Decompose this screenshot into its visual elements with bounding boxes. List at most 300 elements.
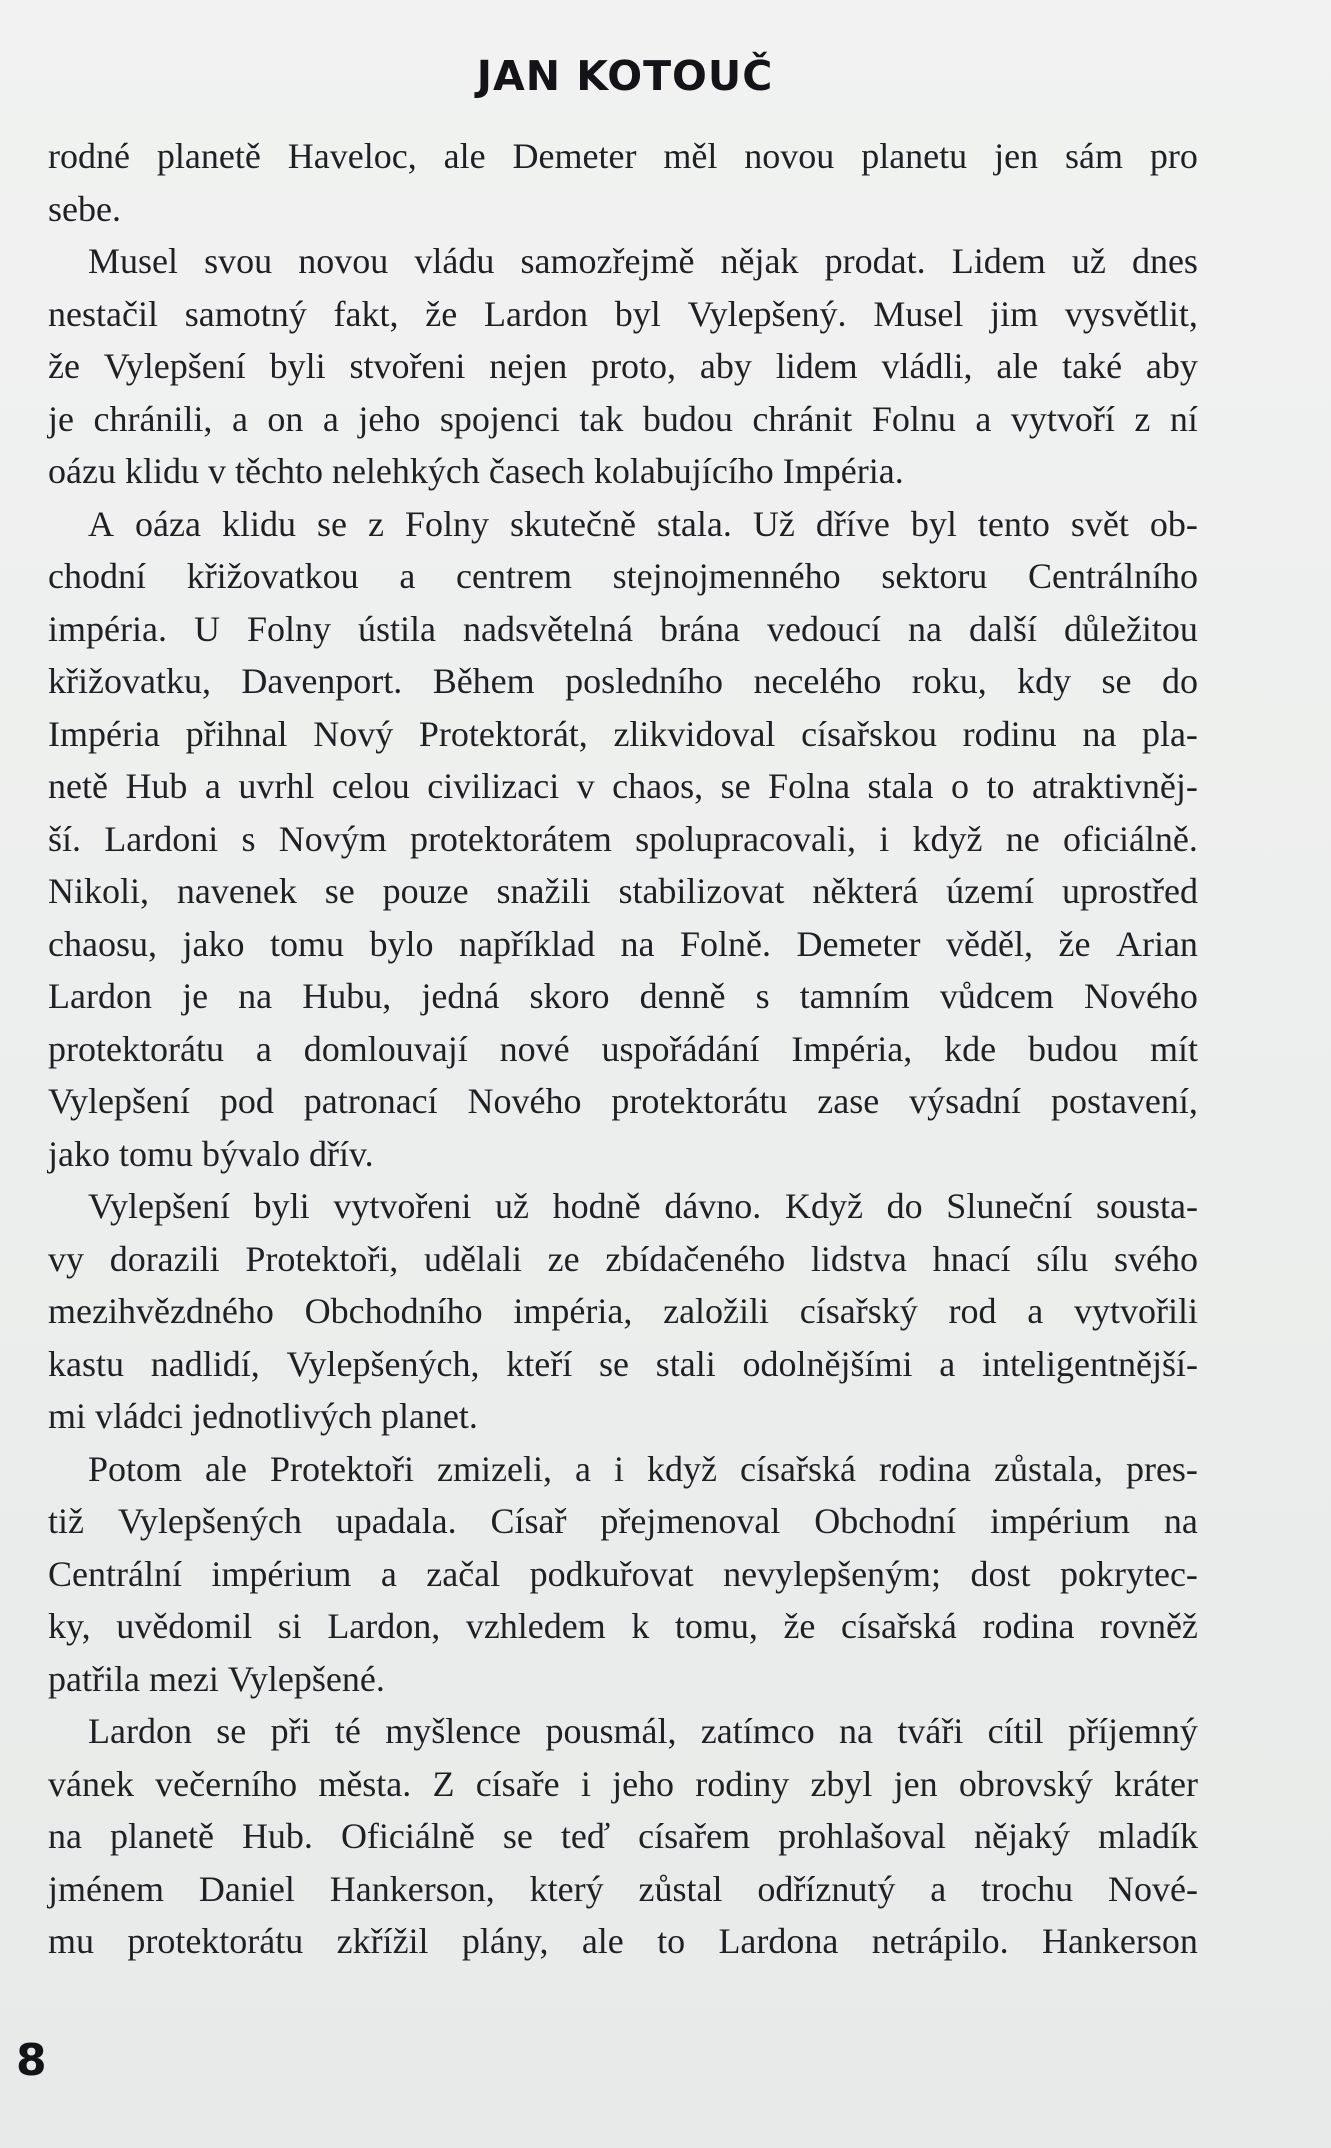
word: svět [1070, 503, 1129, 544]
word: hodně [552, 1186, 641, 1226]
word: a [204, 766, 221, 806]
word: časech [488, 451, 585, 491]
text-line [48, 288, 1198, 341]
text-line [48, 865, 1198, 918]
word: Hankerson, [329, 1868, 495, 1909]
word: denně [639, 976, 726, 1016]
word: sebe. [48, 188, 121, 229]
word: císařská [840, 1606, 957, 1646]
word: spolupracovali, [635, 818, 857, 859]
word: s [755, 976, 770, 1016]
word: protektorátem [409, 818, 612, 859]
word: se [720, 766, 751, 806]
text-line [48, 183, 1198, 236]
word: že [783, 1606, 816, 1646]
word: klidu [124, 451, 199, 491]
word: na [907, 608, 942, 649]
word: sám [1065, 136, 1123, 176]
word: zůstala, [993, 1448, 1103, 1489]
word: tiž [48, 1501, 84, 1541]
text-line [48, 1233, 1198, 1286]
word: a [930, 1868, 947, 1909]
word: Impéria, [791, 1028, 913, 1069]
word: i [614, 1448, 625, 1489]
word: odříznutý [757, 1868, 896, 1909]
word: navenek [176, 871, 297, 911]
word: hnací [932, 1238, 1011, 1279]
word: ale [996, 346, 1039, 386]
word: už [1071, 241, 1106, 281]
word: i [879, 818, 890, 859]
word: byli [269, 346, 326, 386]
word: vládci [95, 1396, 183, 1436]
word: chránili, [93, 398, 213, 439]
word: ze [547, 1238, 580, 1279]
page-number: 8 [16, 2035, 47, 2086]
text-line [48, 445, 1198, 498]
word: nové [499, 1028, 570, 1069]
word: impérium [211, 1553, 352, 1594]
word: pousmál, [545, 1711, 677, 1751]
word: skoro [529, 976, 610, 1016]
word: ústila [358, 608, 437, 649]
word: kastu [48, 1343, 124, 1384]
word: s [241, 818, 256, 859]
word: na [839, 1711, 874, 1751]
word: Lidem [951, 241, 1046, 281]
text-line [48, 130, 1198, 183]
word: kráter [1114, 1763, 1198, 1804]
word: Impéria. [782, 451, 904, 491]
word: Už [752, 503, 795, 544]
word: věděl, [946, 923, 1033, 964]
text-line [48, 1443, 1198, 1496]
word: Protektoři [270, 1448, 415, 1489]
word: patronací [303, 1081, 438, 1121]
word: protektorátu [127, 1921, 304, 1961]
word: Lardon, [327, 1606, 441, 1646]
word: budou [642, 398, 733, 439]
word: mi [48, 1396, 87, 1436]
word: také [1062, 346, 1123, 386]
word: zkřížil [336, 1921, 429, 1961]
word: upadala. [335, 1501, 457, 1541]
word: snažili [496, 871, 591, 911]
word: z [1134, 398, 1151, 439]
text-line [48, 1075, 1198, 1128]
word: například [459, 923, 595, 964]
word: dnes [1131, 241, 1198, 281]
word: při [270, 1711, 311, 1751]
word: že [48, 346, 80, 386]
word: mít [1149, 1028, 1198, 1069]
word: Novým [278, 818, 387, 859]
word: klidu [221, 503, 296, 544]
word: ky, [48, 1606, 91, 1646]
word: uprostřed [1062, 871, 1198, 911]
word: Vylepšení [48, 1081, 190, 1121]
word: Hankerson [1041, 1921, 1198, 1961]
word: dávno. [664, 1186, 762, 1226]
word: rodina [879, 1448, 971, 1489]
word: Nového [467, 1081, 582, 1121]
text-line [48, 1600, 1198, 1653]
word: on [267, 398, 304, 439]
word: A [88, 503, 114, 544]
word: Nový [313, 713, 394, 754]
word: uvrhl [238, 766, 315, 806]
word: tomu, [674, 1606, 758, 1646]
word: vedoucí [766, 608, 881, 649]
word: nadlidí, [150, 1343, 260, 1384]
word: pro [1149, 136, 1198, 176]
word: brána [660, 608, 740, 649]
word: z [367, 503, 384, 544]
word: vytvořeni [333, 1186, 472, 1226]
word: císařskou [801, 713, 938, 754]
word: stabilizovat [618, 871, 785, 911]
word: prodat. [824, 241, 926, 281]
word: výsadní [909, 1081, 1022, 1121]
word: se [216, 1711, 247, 1751]
word: císaře [475, 1763, 560, 1804]
word: Když [784, 1186, 863, 1226]
body-text [48, 130, 1198, 1968]
word: budou [1028, 1028, 1119, 1069]
word: oáza [135, 503, 201, 544]
word: aby [1145, 346, 1198, 386]
word: protektorátu [48, 1028, 224, 1069]
word: Centrální [48, 1553, 182, 1594]
text-line [48, 918, 1198, 971]
text-line [48, 603, 1198, 656]
word: rovněž [1099, 1606, 1198, 1646]
word: Lardon [484, 293, 588, 334]
word: jen [994, 136, 1039, 176]
word: ob- [1149, 503, 1198, 544]
word: zůstal [638, 1868, 723, 1909]
text-line [48, 1705, 1198, 1758]
word: ale [443, 136, 486, 176]
word: vy [48, 1238, 84, 1279]
word: té [334, 1711, 361, 1751]
word: na [1163, 1501, 1198, 1541]
word: spojenci [439, 398, 560, 439]
word: Nikoli, [48, 871, 150, 911]
word: pla- [1141, 713, 1198, 754]
word: se [324, 871, 355, 911]
word: zatímco [700, 1711, 815, 1751]
word: U [193, 608, 220, 649]
word: nějaký [974, 1816, 1071, 1856]
text-line [48, 498, 1198, 551]
text-line [48, 813, 1198, 866]
word: a [575, 1448, 591, 1489]
word: skutečně [509, 503, 636, 544]
word: tomu [118, 1133, 193, 1174]
text-line [48, 393, 1198, 446]
word: rodina [982, 1606, 1075, 1646]
word: Folny [404, 503, 489, 544]
word: byli [253, 1186, 310, 1226]
word: Potom [88, 1448, 183, 1489]
word: nějak [720, 241, 799, 281]
word: byl [910, 503, 957, 544]
word: zase [817, 1081, 880, 1121]
word: města. [318, 1763, 412, 1804]
word: Folna [768, 766, 851, 806]
word: k [631, 1606, 650, 1646]
word: jako [48, 1133, 110, 1174]
word: Nového [1083, 976, 1198, 1016]
text-line [48, 1653, 1198, 1706]
word: se [316, 503, 347, 544]
word: v [207, 451, 226, 491]
text-line [48, 760, 1198, 813]
word: pokrytec- [1059, 1553, 1198, 1594]
word: odolnějšími [742, 1343, 913, 1384]
word: a [975, 398, 992, 439]
word: Haveloc, [287, 136, 417, 176]
word: impéria. [48, 608, 167, 649]
word: Hub [125, 766, 188, 806]
text-line [48, 655, 1198, 708]
word: tváři [897, 1711, 964, 1751]
word: vládu [414, 241, 495, 281]
word: dříve [815, 503, 890, 544]
word: Demeter [796, 923, 921, 964]
word: udělali [424, 1238, 522, 1279]
word: přejmenoval [600, 1501, 781, 1541]
word: mezi [148, 1658, 219, 1699]
word: svého [1113, 1238, 1198, 1279]
word: rodiny [695, 1763, 790, 1804]
word: se [599, 1343, 629, 1384]
word: celou [331, 766, 410, 806]
word: to [657, 1921, 686, 1961]
text-line [48, 1128, 1198, 1181]
word: Sluneční [946, 1186, 1073, 1226]
word: už [495, 1186, 529, 1226]
word: vánek [48, 1763, 134, 1804]
text-line [48, 1390, 1198, 1443]
word: zlikvidoval [613, 713, 776, 754]
word: večerního [155, 1763, 298, 1804]
word: tomu [269, 923, 344, 964]
word: Protektorát, [418, 713, 588, 754]
word: Centrálního [1028, 556, 1198, 596]
word: vzhledem [465, 1606, 606, 1646]
word: kteří [506, 1343, 573, 1384]
word: samotný [184, 293, 307, 334]
word: Vylepšených [117, 1501, 302, 1541]
word: pod [219, 1081, 274, 1121]
word: nevylepšeným; [723, 1553, 942, 1594]
word: císařský [799, 1291, 918, 1331]
word: důležitou [1063, 608, 1198, 649]
word: postavení, [1050, 1081, 1198, 1121]
word: lidstva [810, 1238, 907, 1279]
word: začal [426, 1553, 501, 1594]
word: Daniel [198, 1868, 295, 1909]
word: o [950, 766, 969, 806]
word: novou [744, 136, 835, 176]
word: mu [48, 1921, 95, 1961]
text-line [48, 1338, 1198, 1391]
word: Impéria [48, 713, 160, 754]
word: planet. [380, 1396, 478, 1436]
word: stala. [656, 503, 732, 544]
word: prohlašoval [778, 1816, 947, 1856]
word: na [620, 923, 655, 964]
word: chaosu, [48, 923, 157, 964]
word: Vylepšené. [227, 1658, 385, 1699]
word: Z [432, 1763, 455, 1804]
word: dost [970, 1553, 1031, 1594]
word: jedná [421, 976, 500, 1016]
word: další [968, 608, 1037, 649]
word: když [912, 818, 983, 859]
word: Arian [1115, 923, 1198, 964]
word: na [1082, 713, 1117, 754]
word: planetu [861, 136, 968, 176]
text-line [48, 1915, 1198, 1968]
word: byl [614, 293, 661, 334]
word: Obchodní [814, 1501, 957, 1541]
word: se [1101, 661, 1132, 701]
word: fakt, [333, 293, 399, 334]
text-line [48, 235, 1198, 288]
word: a [399, 556, 416, 596]
word: i [580, 1763, 591, 1804]
text-line [48, 1495, 1198, 1548]
word: necelého [753, 661, 882, 701]
word: si [277, 1606, 302, 1646]
word: Hubu, [302, 976, 392, 1016]
word: křižovatkou [186, 556, 359, 596]
word: Lardona [718, 1921, 839, 1961]
word: plány, [461, 1921, 549, 1961]
word: těchto [234, 451, 323, 491]
word: rodinu [962, 713, 1057, 754]
word: jeho [612, 1763, 675, 1804]
word: vysvětlit, [1064, 293, 1198, 334]
word: Lardoni [104, 818, 219, 859]
word: ní [1169, 398, 1198, 439]
word: roku, [911, 661, 987, 701]
word: podkuřovat [529, 1553, 694, 1594]
word: a [322, 398, 339, 439]
word: na [48, 1816, 82, 1856]
word: impérium [990, 1501, 1131, 1541]
word: jako [182, 923, 245, 964]
word: ale [205, 1448, 248, 1489]
word: je [182, 976, 209, 1016]
text-line [48, 1285, 1198, 1338]
word: centrem [456, 556, 572, 596]
word: vytvoří [1010, 398, 1115, 439]
word: zbídačeného [605, 1238, 786, 1279]
word: atraktivněj- [1031, 766, 1198, 806]
word: tamním [799, 976, 910, 1016]
word: trochu [981, 1868, 1074, 1909]
word: stali [655, 1343, 716, 1384]
word: císařem [638, 1816, 751, 1856]
word: a [231, 398, 248, 439]
word: stala [867, 766, 934, 806]
word: dorazili [109, 1238, 220, 1279]
word: ne [1005, 818, 1040, 859]
word: myšlence [385, 1711, 522, 1751]
word: některá [812, 871, 919, 911]
word: ale [581, 1921, 624, 1961]
text-line [48, 340, 1198, 393]
word: jim [990, 293, 1039, 334]
word: dřív. [308, 1133, 374, 1174]
word: císařská [740, 1448, 856, 1489]
word: tak [579, 398, 624, 439]
word: Musel [88, 241, 178, 281]
word: chaos, [612, 766, 704, 806]
word: rodné [48, 136, 130, 176]
word: novou [298, 241, 389, 281]
word: do [886, 1186, 923, 1226]
word: tento [977, 503, 1050, 544]
word: obrovský [958, 1763, 1093, 1804]
word: posledního [565, 661, 724, 701]
word: Během [432, 661, 535, 701]
text-line [48, 708, 1198, 761]
word: Vylepšených, [286, 1343, 480, 1384]
word: že [425, 293, 458, 334]
word: a [1027, 1291, 1044, 1331]
word: sektoru [881, 556, 988, 596]
running-head-author: JAN KOTOUČ [476, 52, 774, 100]
word: Folny [246, 608, 332, 649]
word: jednotlivých [191, 1396, 372, 1436]
word: že [1058, 923, 1091, 964]
text-line [48, 1180, 1198, 1233]
word: přihnal [185, 713, 288, 754]
word: vytvořili [1074, 1291, 1198, 1331]
word: do [1161, 661, 1198, 701]
word: křižovatku, [48, 661, 211, 701]
word: impéria, [513, 1291, 633, 1331]
word: Protektoři, [245, 1238, 399, 1279]
word: zbyl [810, 1763, 873, 1804]
word: to [986, 766, 1015, 806]
word: Lardon [48, 976, 152, 1016]
word: planetě [109, 1816, 214, 1856]
word: nadsvětelná [463, 608, 633, 649]
word: a [380, 1553, 397, 1594]
word: aby [699, 346, 752, 386]
word: a [255, 1028, 272, 1069]
word: stvořeni [349, 346, 466, 386]
word: nejen [489, 346, 568, 386]
word: jeho [358, 398, 421, 439]
word: ší. [48, 818, 82, 859]
word: planetě [156, 136, 261, 176]
word: Musel [873, 293, 964, 334]
word: Císař [490, 1501, 567, 1541]
word: samozřejmě [520, 241, 695, 281]
word: jménem [48, 1868, 164, 1909]
word: mladík [1098, 1816, 1198, 1856]
word: Nové- [1108, 1868, 1198, 1909]
word: patřila [48, 1658, 140, 1699]
word: pouze [382, 871, 469, 911]
